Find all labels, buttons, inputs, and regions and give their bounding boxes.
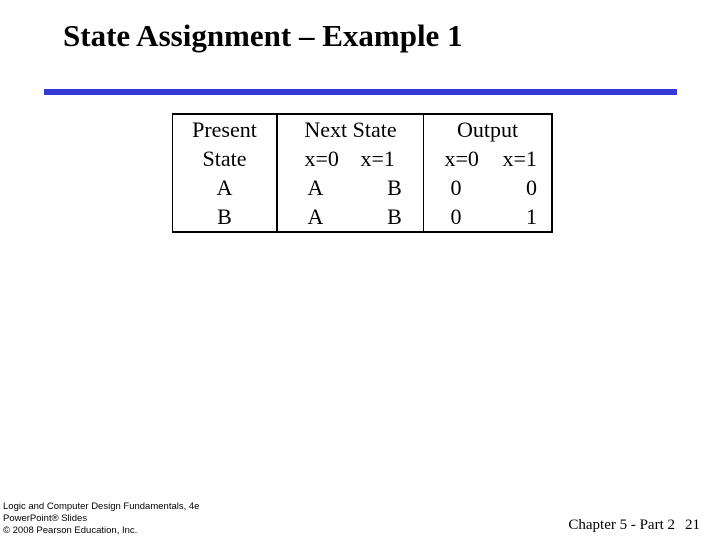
table-subheader-row: [173, 144, 553, 173]
header-output: Output: [456, 117, 519, 142]
next-state-x1: B: [387, 175, 402, 200]
chapter-label: Chapter 5 - Part 2: [568, 517, 675, 533]
output-x0: 0: [450, 175, 462, 200]
output-x0: 0: [450, 204, 462, 229]
footer-slides-label: PowerPoint® Slides: [3, 513, 88, 524]
header-present: Present: [173, 114, 278, 144]
output-cell: [424, 173, 553, 202]
subheader-output-inputs: [424, 144, 553, 173]
next-state-x1: B: [387, 204, 402, 229]
slide-title: State Assignment – Example 1: [63, 18, 463, 53]
table-row: [173, 173, 553, 202]
title-divider: [44, 89, 677, 95]
output-x1-label: x=1: [502, 146, 537, 171]
present-state-cell: B: [173, 202, 278, 232]
next-x1-label: x=1: [360, 146, 395, 171]
present-state-cell: A: [173, 173, 278, 202]
publisher-footer: [3, 501, 199, 537]
next-state-cell: [277, 202, 424, 232]
output-x1: 1: [526, 204, 537, 229]
header-next-state: Next State: [277, 114, 424, 144]
next-state-x0: A: [307, 204, 324, 229]
title-divider-bar: [44, 89, 677, 95]
next-state-cell: [277, 173, 424, 202]
footer-copyright: © 2008 Pearson Education, Inc.: [3, 525, 138, 536]
subheader-state: State: [173, 144, 278, 173]
table-header-row: [173, 114, 553, 144]
next-x0-label: x=0: [304, 146, 339, 171]
footer-book-title: Logic and Computer Design Fundamentals, 4e: [3, 501, 200, 512]
slide-footer: [568, 517, 700, 534]
output-x1: 0: [526, 175, 537, 200]
output-x0-label: x=0: [444, 146, 479, 171]
next-state-x0: A: [307, 175, 324, 200]
subheader-next-inputs: [277, 144, 424, 173]
output-cell: [424, 202, 553, 232]
table-row: [173, 202, 553, 232]
page-number: 21: [685, 517, 700, 533]
state-table: [172, 113, 553, 233]
